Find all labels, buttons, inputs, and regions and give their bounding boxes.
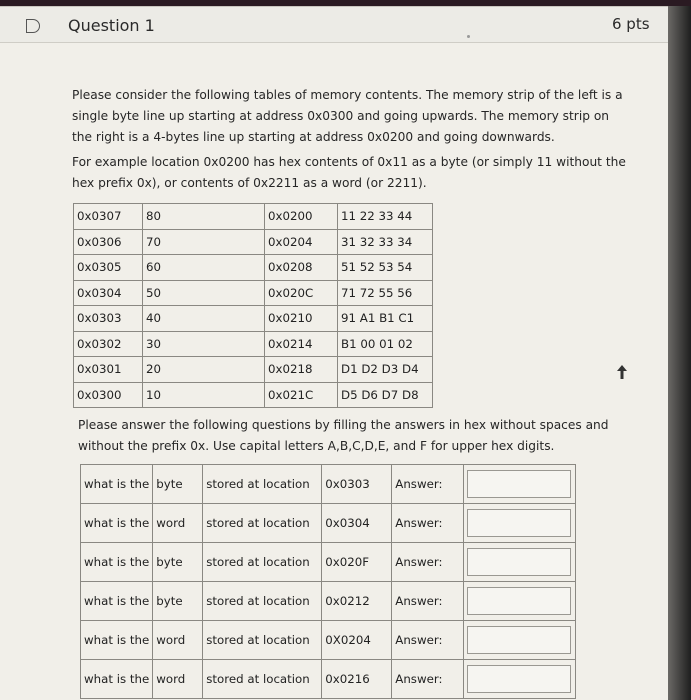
stored-at-cell: stored at location	[203, 621, 322, 660]
right-address-cell: 0x0208	[265, 255, 338, 281]
left-address-cell: 0x0304	[74, 280, 143, 306]
answer-input-cell	[464, 582, 576, 621]
unit-cell: byte	[153, 465, 203, 504]
question-header	[0, 7, 668, 43]
right-bytes-cell: 11 22 33 44	[338, 204, 433, 230]
right-address-cell: 0x0214	[265, 331, 338, 357]
answer-label-cell: Answer:	[392, 465, 464, 504]
right-address-cell: 0x0200	[265, 204, 338, 230]
right-bytes-cell: D5 D6 D7 D8	[338, 382, 433, 408]
dot-mark	[467, 35, 470, 38]
intro-paragraph-1: Please consider the following tables of memory contents. The memory strip of the left is a single byte line up starting at address 0x0300 and going upwards. The memory strip on the right is a 4-bytes line up starting at address 0x0200 and going downwards.	[72, 88, 623, 144]
left-value-cell: 60	[143, 255, 265, 281]
left-address-cell: 0x0306	[74, 229, 143, 255]
what-is-the-cell: what is the	[81, 621, 153, 660]
right-bytes-cell: 71 72 55 56	[338, 280, 433, 306]
screen-edge	[668, 6, 691, 700]
stored-at-cell: stored at location	[203, 543, 322, 582]
right-bytes-cell: 51 52 53 54	[338, 255, 433, 281]
left-address-cell: 0x0302	[74, 331, 143, 357]
answer-input-cell	[464, 660, 576, 699]
stored-at-cell: stored at location	[203, 582, 322, 621]
intro-paragraph-2: For example location 0x0200 has hex contents of 0x11 as a byte (or simply 11 without the hex prefix 0x), or contents of 0x2211 as a word (or 2211).	[72, 155, 626, 190]
stored-at-cell: stored at location	[203, 465, 322, 504]
right-address-cell: 0x0210	[265, 306, 338, 332]
left-address-cell: 0x0300	[74, 382, 143, 408]
what-is-the-cell: what is the	[81, 660, 153, 699]
what-is-the-cell: what is the	[81, 582, 153, 621]
left-address-cell: 0x0303	[74, 306, 143, 332]
answer-input[interactable]	[467, 587, 571, 615]
right-address-cell: 0x021C	[265, 382, 338, 408]
answer-input[interactable]	[467, 626, 571, 654]
question-row	[81, 621, 576, 660]
answer-input[interactable]	[467, 509, 571, 537]
question-points: 6 pts	[612, 15, 650, 33]
answer-label-cell: Answer:	[392, 582, 464, 621]
answer-label-cell: Answer:	[392, 543, 464, 582]
location-cell: 0x020F	[322, 543, 392, 582]
answer-input-cell	[464, 621, 576, 660]
what-is-the-cell: what is the	[81, 504, 153, 543]
left-value-cell: 30	[143, 331, 265, 357]
stored-at-cell: stored at location	[203, 504, 322, 543]
memory-row	[74, 306, 433, 332]
unit-cell: byte	[153, 543, 203, 582]
memory-row	[74, 255, 433, 281]
right-bytes-cell: 31 32 33 34	[338, 229, 433, 255]
question-row	[81, 660, 576, 699]
what-is-the-cell: what is the	[81, 543, 153, 582]
what-is-the-cell: what is the	[81, 465, 153, 504]
memory-row	[74, 331, 433, 357]
stored-at-cell: stored at location	[203, 660, 322, 699]
left-address-cell: 0x0307	[74, 204, 143, 230]
right-address-cell: 0x0218	[265, 357, 338, 383]
flag-question-icon[interactable]	[26, 19, 40, 33]
question-row	[81, 504, 576, 543]
unit-cell: word	[153, 660, 203, 699]
location-cell: 0x0212	[322, 582, 392, 621]
left-value-cell: 40	[143, 306, 265, 332]
memory-row	[74, 357, 433, 383]
location-cell: 0x0304	[322, 504, 392, 543]
answer-input[interactable]	[467, 548, 571, 576]
answer-label-cell: Answer:	[392, 504, 464, 543]
memory-table	[73, 203, 433, 408]
mouse-cursor-icon	[617, 365, 627, 379]
location-cell: 0x0303	[322, 465, 392, 504]
left-value-cell: 10	[143, 382, 265, 408]
left-address-cell: 0x0301	[74, 357, 143, 383]
answer-input-cell	[464, 504, 576, 543]
memory-row	[74, 204, 433, 230]
right-address-cell: 0x0204	[265, 229, 338, 255]
memory-row	[74, 229, 433, 255]
right-bytes-cell: 91 A1 B1 C1	[338, 306, 433, 332]
question-row	[81, 465, 576, 504]
question-row	[81, 543, 576, 582]
memory-row	[74, 382, 433, 408]
quiz-page	[0, 6, 668, 700]
answer-input-cell	[464, 465, 576, 504]
memory-row	[74, 280, 433, 306]
question-title: Question 1	[68, 16, 155, 35]
right-bytes-cell: D1 D2 D3 D4	[338, 357, 433, 383]
location-cell: 0x0216	[322, 660, 392, 699]
unit-cell: word	[153, 504, 203, 543]
answer-input[interactable]	[467, 470, 571, 498]
left-value-cell: 20	[143, 357, 265, 383]
unit-cell: word	[153, 621, 203, 660]
left-value-cell: 80	[143, 204, 265, 230]
location-cell: 0X0204	[322, 621, 392, 660]
question-row	[81, 582, 576, 621]
left-address-cell: 0x0305	[74, 255, 143, 281]
left-value-cell: 70	[143, 229, 265, 255]
answer-input[interactable]	[467, 665, 571, 693]
questions-table	[80, 464, 576, 699]
answer-label-cell: Answer:	[392, 621, 464, 660]
right-bytes-cell: B1 00 01 02	[338, 331, 433, 357]
unit-cell: byte	[153, 582, 203, 621]
left-value-cell: 50	[143, 280, 265, 306]
answer-input-cell	[464, 543, 576, 582]
right-address-cell: 0x020C	[265, 280, 338, 306]
answer-label-cell: Answer:	[392, 660, 464, 699]
instructions-paragraph: Please answer the following questions by filling the answers in hex without spaces and without the prefix 0x. Use capital letters A,B,C,D,E, and F for upper hex digits.	[78, 418, 609, 453]
